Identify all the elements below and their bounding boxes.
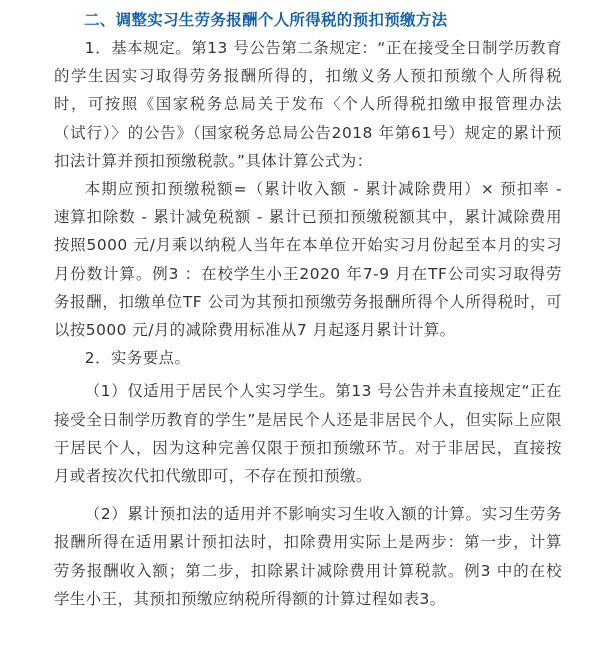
paragraph-basic-rule: 1．基本规定。第13 号公告第二条规定：“正在接受全日制学历教育的学生因实习取得劳务报酬所得的，扣缴义务人预扣预缴个人所得税时，可按照《国家税务总局关于发布〈个人所得税扣缴申报管理办法（试行）〉的公告》（国家税务总局公告2018 年第61号）规定的累计预扣法计算并预扣预缴税款。”具体计算公式为： (54, 39, 562, 170)
paragraph-resident-only: （1）仅适用于居民个人实习学生。第13 号公告并未直接规定“正在接受全日制学历教育的学生”是居民个人还是非居民个人，但实际上应限于居民个人，因为这种完善仅限于预扣预缴环节。对于非居民，直接按月或者按次代扣代缴即可，不存在预扣预缴。 (54, 382, 562, 486)
paragraph-practice-heading: 2．实务要点。 (84, 349, 191, 368)
paragraph-income-calculation: （2）累计预扣法的适用并不影响实习生收入额的计算。实习生劳务报酬所得在适用累计预扣法时，扣除费用实际上是两步：第一步，计算劳务报酬收入额；第二步，扣除累计减除费用计算税款。例3 中的在校学生小王，其预扣预缴应纳税所得额的计算过程如表3。 (54, 505, 562, 608)
paragraph-formula: 本期应预扣预缴税额=（累计收入额 - 累计减除费用）× 预扣率 - 速算扣除数 - 累计减免税额 - 累计已预扣预缴税额其中，累计减除费用按照5000 元/月乘以纳税人当年在本单位开始实习月份起至本月的实习月份数计算。例3 ：在校学生小王2020 年7-9 月在TF公司实习取得劳务报酬，扣缴单位TF 公司为其预扣预缴劳务报酬所得个人所得税时，可以按5000 元/月的减除费用标准从7 月起逐月累计计算。 (54, 180, 562, 340)
section-title: 二、调整实习生劳务报酬个人所得税的预扣预缴方法 (84, 11, 448, 29)
